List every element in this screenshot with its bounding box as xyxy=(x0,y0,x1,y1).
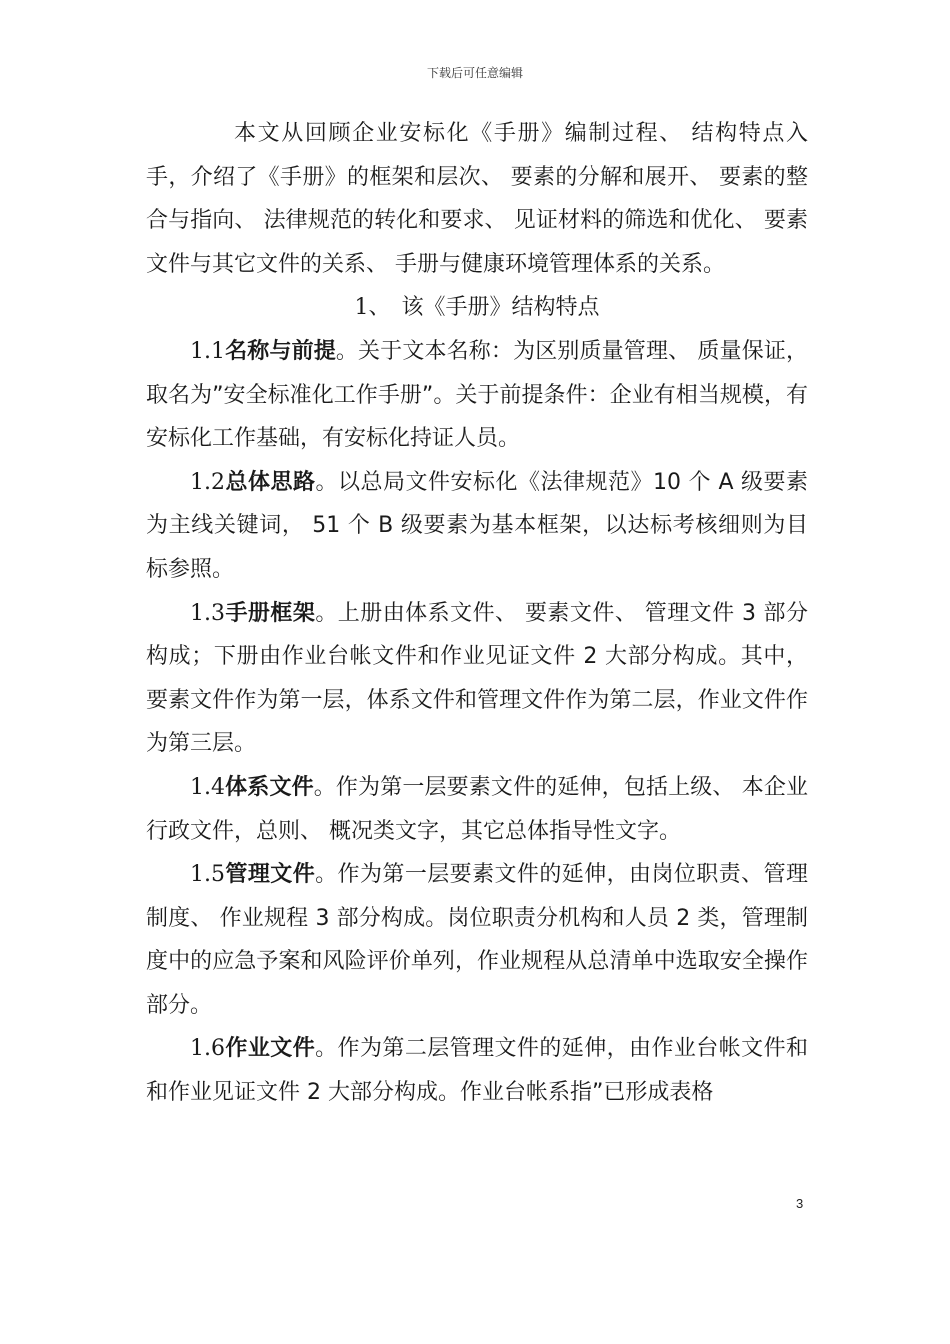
item-number: 1.4 xyxy=(190,774,225,800)
item-text: 。作为第一层要素文件的延伸，由岗位职责、管理制度、 作业规程 3 部分构成。岗位职责分机构和人员 2 类，管理制度中的应急予案和风险评价单列，作业规程从总清单中选取安全操作部分。 xyxy=(146,862,808,1018)
page-number: 3 xyxy=(796,1196,804,1211)
intro-paragraph: 本文从回顾企业安标化《手册》编制过程、 结构特点入手，介绍了《手册》的框架和层次、 要素的分解和展开、 要素的整合与指向、 法律规范的转化和要求、 见证材料的筛选和优化、 要素文件与其它文件的关系、 手册与健康环境管理体系的关系。 xyxy=(146,121,808,277)
item-number: 1.3 xyxy=(190,600,225,626)
item-paragraph-1-2 xyxy=(146,461,808,592)
item-text: 。以总局文件安标化《法律规范》10 个 A 级要素为主线关键词， 51 个 B 级要素为基本框架，以达标考核细则为目标参照。 xyxy=(146,469,808,582)
item-title: 体系文件 xyxy=(225,774,314,800)
item-number: 1.1 xyxy=(190,338,225,364)
item-title: 管理文件 xyxy=(225,862,316,888)
section-number: 1、 xyxy=(354,295,380,321)
item-paragraph-1-5 xyxy=(146,853,808,1027)
item-text: 。作为第二层管理文件的延伸，由作业台帐文件和和作业见证文件 2 大部分构成。作业台帐系指”已形成表格 xyxy=(146,1036,808,1106)
item-title: 手册框架 xyxy=(225,600,316,626)
item-number: 1.5 xyxy=(190,862,225,888)
document-body xyxy=(146,112,808,1115)
item-title: 总体思路 xyxy=(225,469,316,495)
item-paragraph-1-4 xyxy=(146,766,808,853)
item-title: 作业文件 xyxy=(225,1036,316,1062)
item-paragraph-1-6 xyxy=(146,1027,808,1114)
item-number: 1.2 xyxy=(190,469,225,495)
item-title: 名称与前提 xyxy=(225,338,336,364)
item-number: 1.6 xyxy=(190,1036,225,1062)
item-text: 。上册由体系文件、 要素文件、 管理文件 3 部分构成；下册由作业台帐文件和作业见证文件 2 大部分构成。其中，要素文件作为第一层，体系文件和管理文件作为第二层，作业文件作为第三层。 xyxy=(146,600,808,757)
page-header: 下载后可任意编辑 xyxy=(426,66,523,80)
item-paragraph-1-1 xyxy=(146,330,808,461)
item-text: 。关于文本名称：为区别质量管理、 质量保证，取名为”安全标准化工作手册”。关于前提条件：企业有相当规模，有安标化工作基础，有安标化持证人员。 xyxy=(146,338,808,452)
section-title: 该《手册》结构特点 xyxy=(401,295,600,321)
section-heading xyxy=(146,286,808,330)
item-paragraph-1-3 xyxy=(146,592,808,766)
item-text: 。作为第一层要素文件的延伸，包括上级、 本企业行政文件，总则、 概况类文字，其它总体指导性文字。 xyxy=(146,774,808,844)
